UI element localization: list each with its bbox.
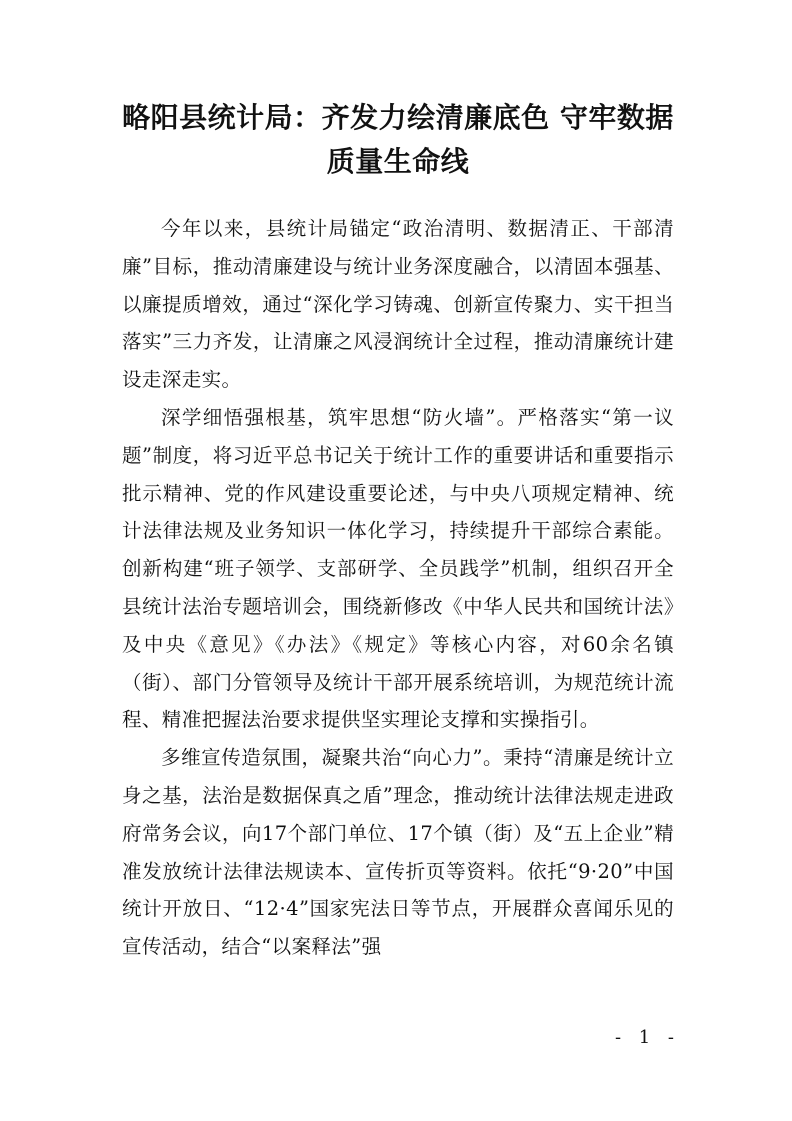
document-title: 略阳县统计局：齐发力绘清廉底色 守牢数据质量生命线	[122, 101, 674, 178]
paragraph-study: 深学细悟强根基，筑牢思想“防火墙”。严格落实“第一议题”制度，将习近平总书记关于统计工作的重要讲话和重要指示批示精神、党的作风建设重要论述，与中央八项规定精神、统计法律法规及业务知识一体化学习，持续提升干部综合素能。创新构建“班子领学、支部研学、全员践学”机制，组织召开全县统计法治专题培训会，围绕新修改《中华人民共和国统计法》及中央《意见》《办法》《规定》等核心内容，对60余名镇（街）、部门分管领导及统计干部开展系统培训，为规范统计流程、精准把握法治要求提供坚实理论支撑和实操指引。	[122, 405, 674, 732]
document-body	[122, 210, 674, 966]
paragraph-publicity: 多维宣传造氛围，凝聚共治“向心力”。秉持“清廉是统计立身之基，法治是数据保真之盾”理念，推动统计法律法规走进政府常务会议，向17个部门单位、17个镇（街）及“五上企业”精准发放统计法律法规读本、宣传折页等资料。依托“9·20”中国统计开放日、“12·4”国家宪法日等节点，开展群众喜闻乐见的宣传活动，结合“以案释法”强	[122, 746, 674, 959]
paragraph-intro: 今年以来，县统计局锚定“政治清明、数据清正、干部清廉”目标，推动清廉建设与统计业务深度融合，以清固本强基、以廉提质增效，通过“深化学习铸魂、创新宣传聚力、实干担当落实”三力齐发，让清廉之风浸润统计全过程，推动清廉统计建设走深走实。	[122, 217, 674, 392]
page-number: - 1 -	[614, 1027, 680, 1048]
